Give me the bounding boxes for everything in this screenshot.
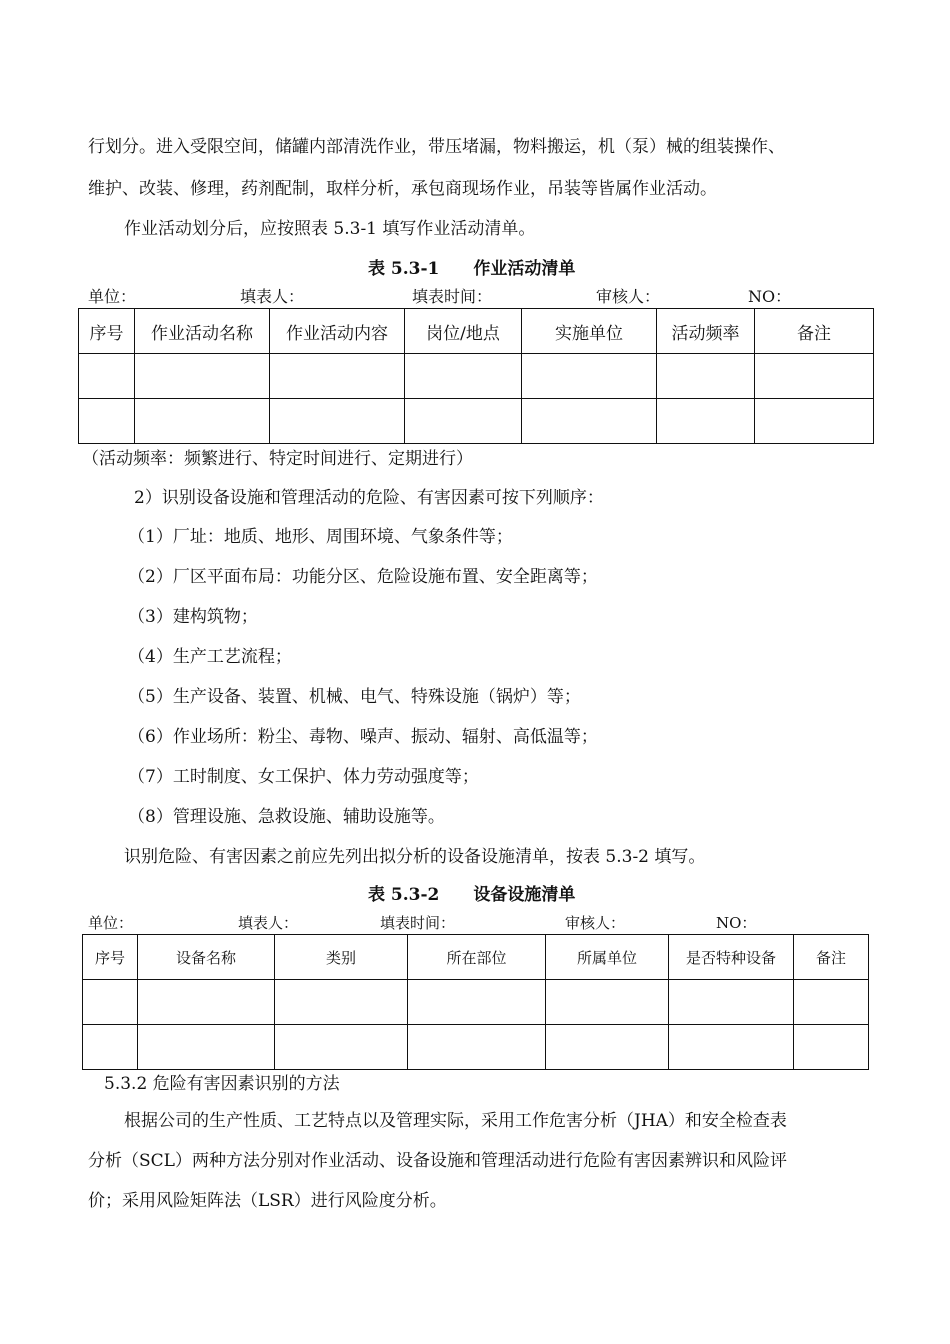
table2-meta-no: NO： — [716, 914, 757, 932]
table-cell[interactable] — [405, 399, 522, 444]
table2-header: 类别 — [275, 935, 408, 980]
para1-line3: 作业活动划分后，应按照表 5.3-1 填写作业活动清单。 — [124, 219, 536, 239]
table-cell[interactable] — [669, 980, 794, 1025]
table-cell[interactable] — [669, 1025, 794, 1070]
list-item-6: （6）作业场所：粉尘、毒物、噪声、振动、辐射、高低温等； — [128, 727, 598, 747]
table-cell[interactable] — [522, 354, 657, 399]
table1-header: 实施单位 — [522, 309, 657, 354]
table1-note: （活动频率：频繁进行、特定时间进行、定期进行） — [82, 449, 473, 469]
list-item-2: （2）厂区平面布局：功能分区、危险设施布置、安全距离等； — [128, 567, 598, 587]
table1-title: 表 5.3-1 作业活动清单 — [368, 259, 576, 279]
table1-header: 活动频率 — [657, 309, 755, 354]
table-cell[interactable] — [138, 1025, 275, 1070]
table2-header: 备注 — [794, 935, 869, 980]
table-row — [79, 354, 874, 399]
table1-header-row — [79, 309, 874, 354]
table-cell[interactable] — [270, 399, 405, 444]
table2-meta-reviewer: 审核人： — [565, 914, 626, 932]
table-cell[interactable] — [135, 354, 270, 399]
table2-header: 所在部位 — [408, 935, 546, 980]
table-cell[interactable] — [657, 399, 755, 444]
section-para-line3: 价；采用风险矩阵法（LSR）进行风险度分析。 — [88, 1191, 447, 1211]
table1-meta-reviewer: 审核人： — [596, 287, 661, 306]
table1-meta-date: 填表时间： — [412, 287, 493, 306]
section-para-line1: 根据公司的生产性质、工艺特点以及管理实际，采用工作危害分析（JHA）和安全检查表 — [124, 1111, 787, 1131]
table-cell[interactable] — [405, 354, 522, 399]
table2-header: 所属单位 — [546, 935, 669, 980]
table1-meta-no: NO： — [748, 287, 792, 306]
table2-meta-unit: 单位： — [88, 914, 134, 932]
section-heading: 5.3.2 危险有害因素识别的方法 — [104, 1074, 340, 1094]
table2-header: 设备名称 — [138, 935, 275, 980]
table-cell[interactable] — [522, 399, 657, 444]
table-cell[interactable] — [270, 354, 405, 399]
list-item-1: （1）厂址：地质、地形、周围环境、气象条件等； — [128, 527, 513, 547]
table-cell[interactable] — [138, 980, 275, 1025]
table-cell[interactable] — [79, 399, 135, 444]
list-item-5: （5）生产设备、装置、机械、电气、特殊设施（锅炉）等； — [128, 687, 581, 707]
table2-title: 表 5.3-2 设备设施清单 — [368, 885, 576, 905]
list-outro: 识别危险、有害因素之前应先列出拟分析的设备设施清单，按表 5.3-2 填写。 — [124, 847, 706, 867]
table2-meta-date: 填表时间： — [380, 914, 456, 932]
table-cell[interactable] — [83, 1025, 138, 1070]
table1-header: 序号 — [79, 309, 135, 354]
table-cell[interactable] — [755, 399, 874, 444]
table-cell[interactable] — [546, 1025, 669, 1070]
list-item-7: （7）工时制度、女工保护、体力劳动强度等； — [128, 767, 479, 787]
para1-line1: 行划分。进入受限空间，储罐内部清洗作业，带压堵漏，物料搬运，机（泵）械的组装操作、 — [88, 137, 785, 157]
table-cell[interactable] — [275, 980, 408, 1025]
activity-table — [78, 308, 874, 444]
table-cell[interactable] — [755, 354, 874, 399]
table-cell[interactable] — [794, 980, 869, 1025]
table-row — [83, 1025, 869, 1070]
equipment-table — [82, 934, 869, 1070]
table-cell[interactable] — [657, 354, 755, 399]
table2-header: 序号 — [83, 935, 138, 980]
list-item-8: （8）管理设施、急救设施、辅助设施等。 — [128, 807, 445, 827]
table-cell[interactable] — [275, 1025, 408, 1070]
table1-meta-unit: 单位： — [88, 287, 137, 306]
table-cell[interactable] — [135, 399, 270, 444]
table2-header: 是否特种设备 — [669, 935, 794, 980]
table-cell[interactable] — [83, 980, 138, 1025]
table1-meta-filler: 填表人： — [240, 287, 305, 306]
table-cell[interactable] — [546, 980, 669, 1025]
table1-header: 岗位/地点 — [405, 309, 522, 354]
table-cell[interactable] — [794, 1025, 869, 1070]
table-cell[interactable] — [408, 980, 546, 1025]
list-item-3: （3）建构筑物； — [128, 607, 258, 627]
table-cell[interactable] — [79, 354, 135, 399]
table-cell[interactable] — [408, 1025, 546, 1070]
table1-header: 备注 — [755, 309, 874, 354]
table1-header: 作业活动名称 — [135, 309, 270, 354]
table-row — [83, 980, 869, 1025]
list-intro: 2）识别设备设施和管理活动的危险、有害因素可按下列顺序： — [134, 488, 604, 508]
table1-header: 作业活动内容 — [270, 309, 405, 354]
list-item-4: （4）生产工艺流程； — [128, 647, 292, 667]
table-row — [79, 399, 874, 444]
table2-header-row — [83, 935, 869, 980]
section-para-line2: 分析（SCL）两种方法分别对作业活动、设备设施和管理活动进行危险有害因素辨识和风险评 — [88, 1151, 787, 1171]
table2-meta-filler: 填表人： — [238, 914, 299, 932]
para1-line2: 维护、改装、修理，药剂配制，取样分析，承包商现场作业，吊装等皆属作业活动。 — [88, 179, 717, 199]
